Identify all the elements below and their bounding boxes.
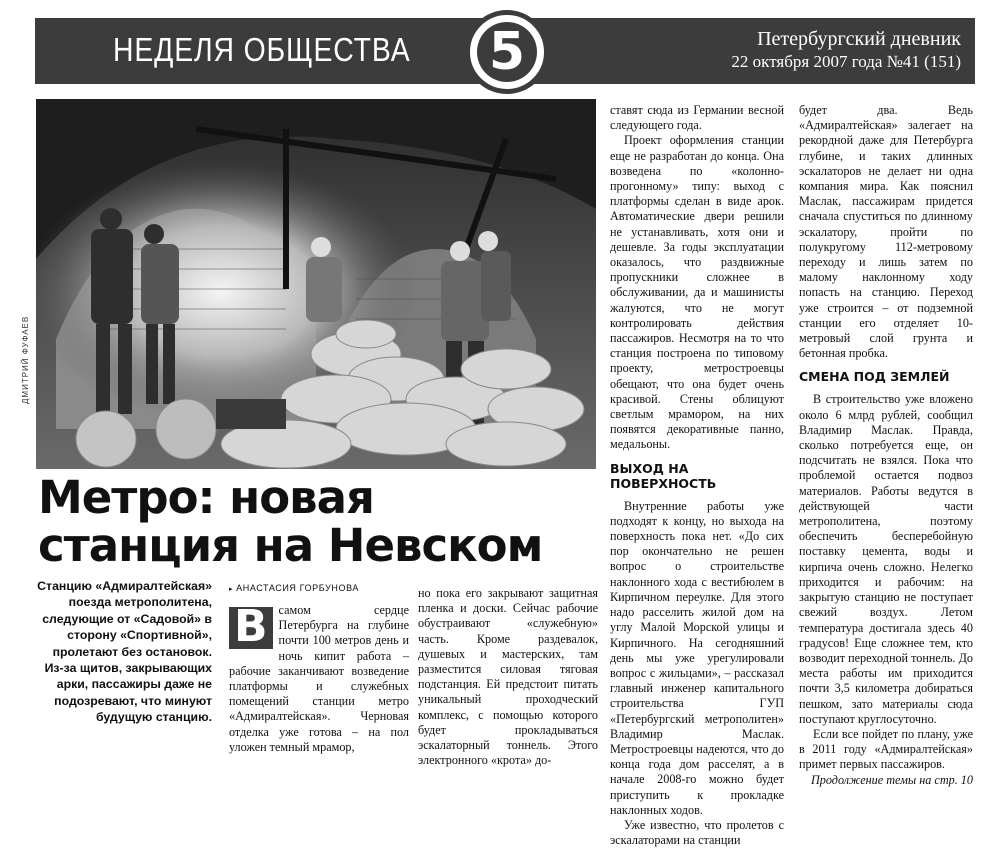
subheading-underground: СМЕНА ПОД ЗЕМЛЕЙ [799, 369, 950, 385]
article-lead: Станцию «Адмиралтейская» поезда метрополитена, следующие от «Садовой» в сторону «Спортивной», пролетают без остановок. Из-за щитов, закрывающих арки, пассажиры даже не подозревают, что минуют будущую станцию. [37, 579, 212, 725]
paragraph: но пока его закрывают защитная пленка и доски. Сейчас рабочие обустраивают «служебную» часть. Кроме раздевалок, душевых и мастерских, там разместится силовая тяговая подстанция. Ей предстоит питать уникальный проходческий комплекс, с помощью которого будет прокладываться эскалаторный тоннель. Этого электронного «крота» до- [418, 586, 598, 768]
byline [229, 583, 359, 593]
article-headline [38, 471, 598, 572]
logo-disc [477, 22, 537, 82]
subheading-exit: ВЫХОД НА ПОВЕРХНОСТЬ [610, 460, 717, 491]
channel-5-logo [465, 10, 549, 94]
photo-credit: ДМИТРИЙ ФУФАЕВ [21, 315, 30, 404]
headline-line-2: станция на Невском [38, 519, 543, 572]
author-name: АНАСТАСИЯ ГОРБУНОВА [236, 583, 360, 593]
paragraph: В строительство уже вложено около 6 млрд рублей, сообщил Владимир Маслак. Правда, сколько потребуется еще, он подсчитать не взялся. Пока что проблемой остается подвоз материалов. Работы ведутся в действующей части метрополитена, поэтому обеспечить бесперебойную поставку цемента, воды и кирпича очень сложно. Нелегко приходится и рабочим: на закрытую станцию не поступает свежий воздух. Летом температура достигала здесь 40 градусов! Еще сложнее тем, кто возводит переходной тоннель. До места работы им приходится почти 3,5 километра добираться пешком, зато материалы сюда поступают круглосуточно. [799, 392, 973, 726]
paragraph: ставят сюда из Германии весной следующего года. [610, 103, 784, 133]
article-column-1 [229, 603, 409, 755]
headline-line-1: Метро: новая [38, 471, 374, 524]
construction-photo [36, 99, 596, 469]
newspaper-name: Петербургский дневник [757, 28, 961, 50]
byline-triangle-icon: ▸ [229, 586, 234, 593]
paragraph: Уже известно, что пролетов с эскалаторами на станции [610, 817, 784, 848]
article-column-3 [610, 103, 784, 848]
drop-cap: В [229, 607, 273, 649]
masthead-band [35, 18, 975, 84]
paragraph: Внутренние работы уже подходят к концу, но выхода на поверхность пока нет. «До сих пор окончательно не решен вопрос о строительстве наклонного хода с вестибюлем в Кирпичном переулке. Для этого надо расселить жилой дом на углу Малой Морской улицы и Кирпичного. На сегодняшний день мы уже урегулировали вопрос с жильцами», – рассказал главный инженер капитального строительства ГУП «Петербургский метрополитен» Владимир Маслак. Метростроевцы надеются, что до конца года дом расселят, а в начале 2008-го можно будет приступить к прокладке наклонных ходов. [610, 498, 784, 817]
paragraph: Если все пойдет по плану, уже в 2011 году «Адмиралтейская» примет первых пассажиров. [799, 726, 973, 772]
paragraph: самом сердце Петербурга на глубине почти 100 метров день и ночь кипит работа – рабочие заканчивают возведение платформы и служебных помещений станции метро «Адмиралтейская». Черновая отделка уже готова – на пол уложен темный мрамор, [229, 603, 409, 754]
article-column-4 [799, 103, 973, 788]
photo-illustration [36, 99, 596, 469]
logo-number: 5 [488, 22, 526, 82]
article-column-2 [418, 586, 598, 768]
paragraph: Проект оформления станции еще не разработан до конца. Она возведена по «колонно-прогонному» типу: выход с платформы сделан в виде арок. Автоматические двери решили не устанавливать, хотя они и дешевле. За годы эксплуатации оказалось, что раздвижные пропускники сложнее в обслуживании, да и машинисты жалуются, что не могут контролировать действия пассажиров. Несмотря на то что станция построена по типовому проекту, метростроевцы обещают, что она будет очень красивой. Стены облицуют светлым мрамором, на них появятся декоративные панно, медальоны. [610, 133, 784, 452]
section-title: НЕДЕЛЯ ОБЩЕСТВА [113, 31, 411, 68]
paragraph: будет два. Ведь «Адмиралтейская» залегает на рекордной даже для Петербурга глубине, и таких длинных эскалаторов не делает ни одна компания мира. Как пояснил Маслак, пассажирам придется сначала спуститься по длинному эскалатору, пройти по полукругому 112-метровому переходу и лишь затем по малому наклонному ходу попасть на станцию. Переход уже строится – от подземной станции его отделяет 10-метровый слой грунта и бетонная пробка. [799, 103, 973, 361]
continued-on-page: Продолжение темы на стр. 10 [810, 772, 973, 787]
issue-date: 22 октября 2007 года №41 (151) [731, 52, 961, 71]
